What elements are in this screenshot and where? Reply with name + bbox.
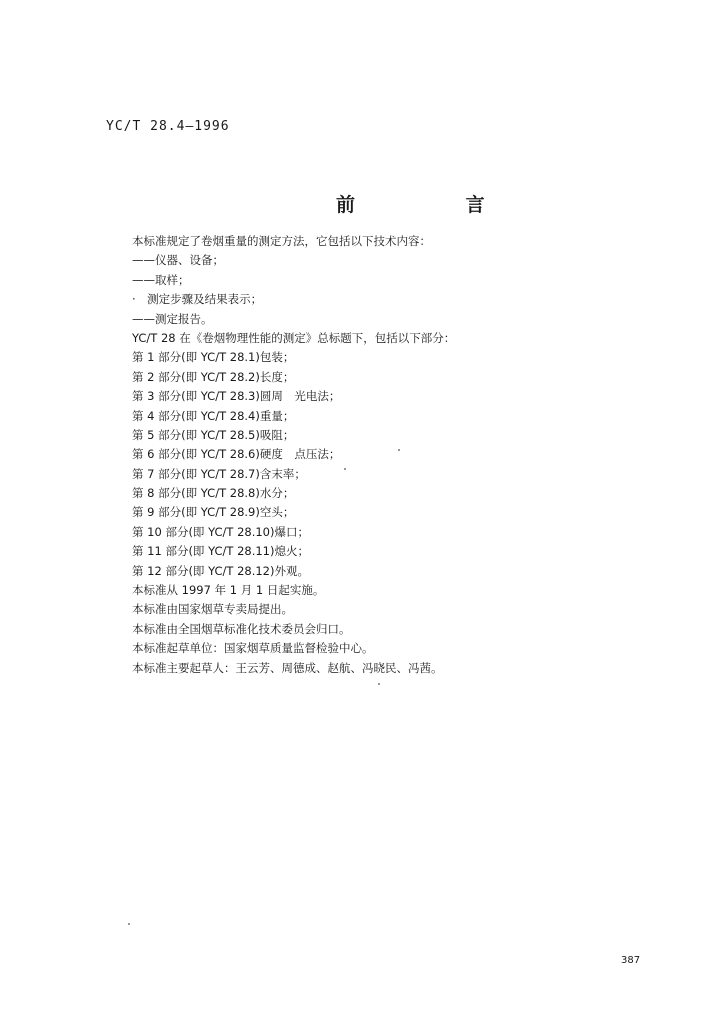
body-line: 第 12 部分(即 YC/T 28.12)外观。 bbox=[132, 563, 309, 578]
body-line: 第 9 部分(即 YC/T 28.9)空头； bbox=[132, 505, 295, 520]
page-title: 前 言 bbox=[336, 194, 537, 216]
page-number: 387 bbox=[621, 955, 641, 966]
body-line: 本标准从 1997 年 1 月 1 日起实施。 bbox=[132, 583, 325, 598]
body-line: 第 4 部分(即 YC/T 28.4)重量； bbox=[132, 408, 295, 423]
body-line: YC/T 28 在《卷烟物理性能的测定》总标题下，包括以下部分： bbox=[132, 330, 456, 345]
body-line: 本标准由全国烟草标准化技术委员会归口。 bbox=[132, 621, 351, 636]
body-line: 第 6 部分(即 YC/T 28.6)硬度 点压法； bbox=[132, 447, 341, 462]
body-line: 第 1 部分(即 YC/T 28.1)包装； bbox=[132, 350, 295, 365]
body-line: ——测定报告。 bbox=[132, 311, 213, 326]
body-line: 本标准规定了卷烟重量的测定方法，它包括以下技术内容： bbox=[132, 234, 431, 248]
body-line: 第 3 部分(即 YC/T 28.3)圆周 光电法； bbox=[132, 389, 341, 404]
standard-code: YC/T 28.4—1996 bbox=[106, 119, 230, 134]
scan-speck bbox=[398, 449, 400, 451]
body-line: 第 5 部分(即 YC/T 28.5)吸阻； bbox=[132, 427, 295, 442]
body-line: 第 8 部分(即 YC/T 28.8)水分； bbox=[132, 486, 295, 501]
body-line: 本标准主要起草人：王云芳、周德成、赵航、冯晓民、冯茜。 bbox=[132, 660, 443, 675]
body-line: · 测定步骤及结果表示； bbox=[132, 292, 263, 307]
scan-speck bbox=[128, 923, 130, 925]
body-text bbox=[118, 232, 638, 678]
body-line: 第 7 部分(即 YC/T 28.7)含末率； bbox=[132, 466, 306, 481]
body-line: ——仪器、设备； bbox=[132, 253, 224, 268]
body-line: 第 2 部分(即 YC/T 28.2)长度； bbox=[132, 369, 295, 384]
body-line: 本标准由国家烟草专卖局提出。 bbox=[132, 602, 293, 617]
scan-speck bbox=[378, 683, 380, 685]
body-line: 本标准起草单位：国家烟草质量监督检验中心。 bbox=[132, 641, 374, 656]
body-line: 第 10 部分(即 YC/T 28.10)爆口； bbox=[132, 524, 309, 539]
body-line: ——取样； bbox=[132, 272, 190, 287]
scan-speck bbox=[344, 468, 346, 470]
body-line: 第 11 部分(即 YC/T 28.11)熄火； bbox=[132, 544, 309, 559]
